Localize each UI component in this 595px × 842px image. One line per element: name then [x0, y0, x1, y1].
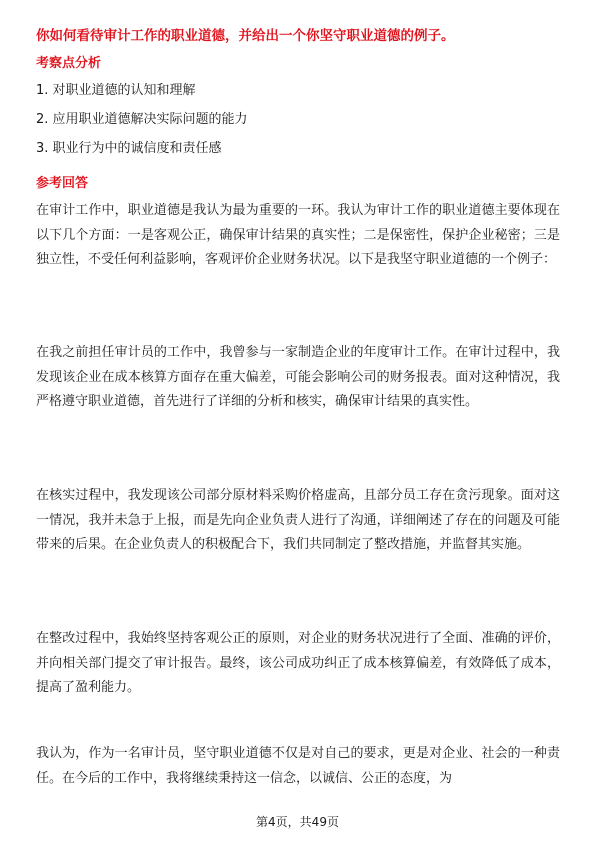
analysis-item: 1. 对职业道德的认知和理解	[36, 83, 196, 98]
answer-paragraph: 在核实过程中，我发现该公司部分原材料采购价格虚高，且部分员工存在贪污现象。面对这一情况，我并未急于上报，而是先向企业负责人进行了沟通，详细阐述了存在的问题及可能带来的后果。在企业负责人的积极配合下，我们共同制定了整改措施，并监督其实施。	[36, 488, 560, 553]
analysis-item: 2. 应用职业道德解决实际问题的能力	[36, 112, 248, 127]
analysis-section-title: 考察点分析	[36, 56, 102, 71]
answer-paragraph: 我认为，作为一名审计员，坚守职业道德不仅是对自己的要求，更是对企业、社会的一种责任。在今后的工作中，我将继续秉持这一信念，以诚信、公正的态度，为	[36, 746, 560, 786]
answer-paragraph: 在整改过程中，我始终坚持客观公正的原则，对企业的财务状况进行了全面、准确的评价，并向相关部门提交了审计报告。最终，该公司成功纠正了成本核算偏差，有效降低了成本，提高了盈利能力。	[36, 631, 560, 696]
answer-paragraph: 在审计工作中，职业道德是我认为最为重要的一环。我认为审计工作的职业道德主要体现在以下几个方面：一是客观公正，确保审计结果的真实性；二是保密性，保护企业秘密；三是独立性，不受任何利益影响，客观评价企业财务状况。以下是我坚守职业道德的一个例子：	[36, 203, 560, 268]
answer-section-title: 参考回答	[36, 176, 89, 191]
answer-paragraph: 在我之前担任审计员的工作中，我曾参与一家制造企业的年度审计工作。在审计过程中，我发现该企业在成本核算方面存在重大偏差，可能会影响公司的财务报表。面对这种情况，我严格遵守职业道德，首先进行了详细的分析和核实，确保审计结果的真实性。	[36, 345, 560, 410]
question-heading: 你如何看待审计工作的职业道德，并给出一个你坚守职业道德的例子。	[36, 28, 455, 44]
page-number-footer: 第4页，共49页	[256, 815, 339, 829]
analysis-item: 3. 职业行为中的诚信度和责任感	[36, 141, 222, 156]
